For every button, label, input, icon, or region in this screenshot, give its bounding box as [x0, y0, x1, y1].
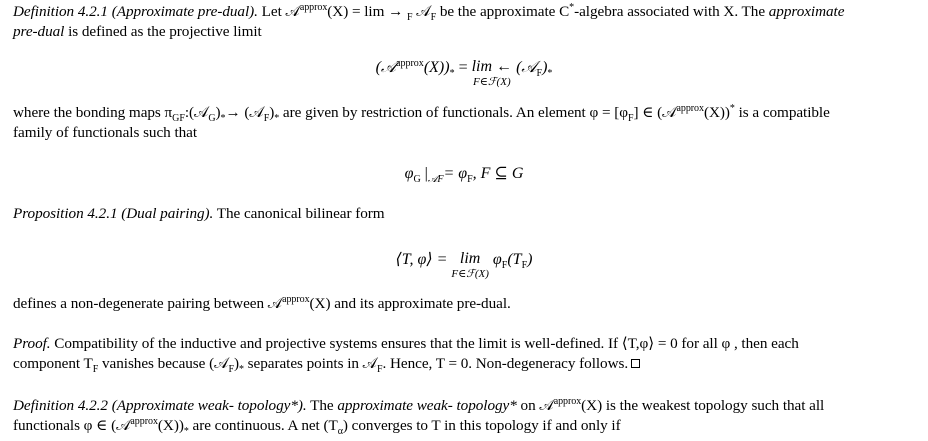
text: is a compatible [734, 104, 830, 121]
definition-4-2-1 [13, 2, 918, 42]
proof-line-1 [13, 334, 918, 354]
superscript: approx [299, 2, 328, 13]
lim-operator [451, 250, 489, 280]
text: separates points in 𝒜 [243, 355, 377, 372]
definition-4-2-2 [13, 396, 918, 436]
eq-subscript: * [547, 68, 553, 79]
lim-text: lim [459, 250, 481, 267]
term: approximate [768, 3, 845, 20]
proof-label: Proof. [13, 335, 51, 352]
text: -algebra associated with X. The [574, 3, 766, 20]
text: vanishes because (𝒜 [98, 355, 229, 372]
subscript: * [183, 426, 189, 437]
definition-4-2-1-line-2 [13, 22, 918, 42]
eq-text: (𝒜 [375, 59, 397, 76]
superscript: approx [676, 103, 704, 114]
definition-4-2-2-line-1 [13, 396, 918, 416]
text: ) converges to T in this topology if and only if [342, 417, 621, 434]
eq-text: (𝒜 [516, 59, 537, 76]
proposition-title: (Dual pairing). [121, 205, 214, 222]
text: defines a non-degenerate pairing between 𝒜 [13, 295, 283, 312]
eq-text: φ [488, 251, 502, 268]
bonding-line-1 [13, 103, 918, 123]
term: pre-dual [13, 23, 65, 40]
subscript: GF [172, 113, 185, 124]
proposition-line [13, 204, 918, 224]
definition-label: Definition 4.2.2 [13, 397, 108, 414]
equation-predual [0, 58, 928, 88]
eq-subscript: F [536, 68, 543, 79]
text: on 𝒜 [520, 397, 554, 414]
subscript: F [263, 113, 270, 124]
eq-text: ) [542, 59, 548, 76]
text: ) [233, 355, 239, 372]
text: Compatibility of the inductive and projective systems ensures that the limit is well-defined. If ⟨T,φ⟩ = 0 for all φ , then each [50, 335, 799, 352]
definition-title: (Approximate pre-dual). [111, 3, 258, 20]
text: are given by restriction of functionals. An element φ = [φ [279, 104, 628, 121]
subscript: F [376, 364, 383, 375]
text: component T [13, 355, 93, 372]
superscript: approx [553, 396, 582, 407]
proof-line-2 [13, 354, 918, 374]
eq-text: ) [527, 251, 533, 268]
text: ) [215, 104, 221, 121]
eq-subscript: F [467, 174, 473, 185]
eq-subscript: F [501, 260, 508, 271]
subscript: * [238, 364, 244, 375]
text: (X)) [703, 104, 730, 121]
eq-subscript: * [449, 68, 455, 79]
lim-operator [472, 58, 512, 88]
eq-text: φ [404, 165, 414, 182]
lim-subscript: F∈ℱ(X) [473, 76, 511, 88]
subscript: F [228, 364, 234, 375]
text: Let 𝒜 [261, 3, 300, 20]
text: . Hence, T = 0. Non-degeneracy follows. [382, 355, 629, 372]
lim-subscript: F∈ℱ(X) [451, 268, 489, 280]
text: :(𝒜 [184, 104, 209, 121]
text: functionals φ ∈ (𝒜 [13, 417, 131, 434]
eq-text: , F ⊆ G [472, 165, 524, 182]
proposition-label: Proposition 4.2.1 [13, 205, 118, 222]
eq-superscript: approx [396, 58, 424, 69]
lim-text: lim ← [471, 58, 513, 75]
subscript: F [92, 364, 99, 375]
proposition-4-2-1 [13, 204, 918, 224]
eq-text: ⟨T, φ⟩ = [395, 251, 452, 268]
defines-line [13, 294, 918, 314]
eq-text: (X)) [423, 59, 450, 76]
subscript: α [337, 426, 343, 437]
text: (X)) [157, 417, 184, 434]
equation-compatibility [0, 164, 928, 184]
eq-text: | [420, 165, 428, 182]
definition-label: Definition 4.2.1 [13, 3, 108, 20]
superscript: * [729, 103, 735, 114]
subscript: F [627, 113, 634, 124]
eq-text: (T [507, 251, 522, 268]
text: → (𝒜 [225, 104, 264, 121]
eq-subscript: 𝒜F [427, 174, 444, 185]
text: 𝒜 [416, 3, 431, 20]
term: approximate weak- topology* [337, 397, 517, 414]
qed-square-icon [631, 359, 640, 368]
text: ] ∈ (𝒜 [633, 104, 677, 121]
subscript: F [406, 12, 413, 23]
equation-pairing [0, 250, 928, 280]
definition-4-2-2-line-2 [13, 416, 918, 436]
text: The [310, 397, 334, 414]
text: is defined as the projective limit [68, 23, 262, 40]
defines-paragraph [13, 294, 918, 314]
subscript: G [208, 113, 216, 124]
superscript: approx [282, 294, 310, 305]
eq-subscript: G [413, 174, 421, 185]
text: where the bonding maps π [13, 104, 173, 121]
text: be the approximate C [439, 3, 570, 20]
text: (X) is the weakest topology such that all [581, 397, 825, 414]
superscript: * [569, 2, 575, 13]
subscript: * [220, 113, 226, 124]
eq-subscript: F [521, 260, 528, 271]
subscript: F [430, 12, 437, 23]
subscript: * [274, 113, 280, 124]
text: are continuous. A net (T [188, 417, 338, 434]
proof [13, 334, 918, 374]
superscript: approx [130, 416, 158, 427]
bonding-paragraph [13, 103, 918, 143]
text: (X) = lim → [327, 3, 407, 20]
text: The canonical bilinear form [216, 205, 385, 222]
eq-text: = φ [443, 165, 468, 182]
text: ) [269, 104, 275, 121]
bonding-line-2: family of functionals such that [13, 124, 198, 141]
definition-title: (Approximate weak- topology*). [111, 397, 307, 414]
definition-4-2-1-line-1 [13, 2, 918, 22]
text: (X) and its approximate pre-dual. [309, 295, 511, 312]
eq-equals: = [454, 59, 472, 76]
